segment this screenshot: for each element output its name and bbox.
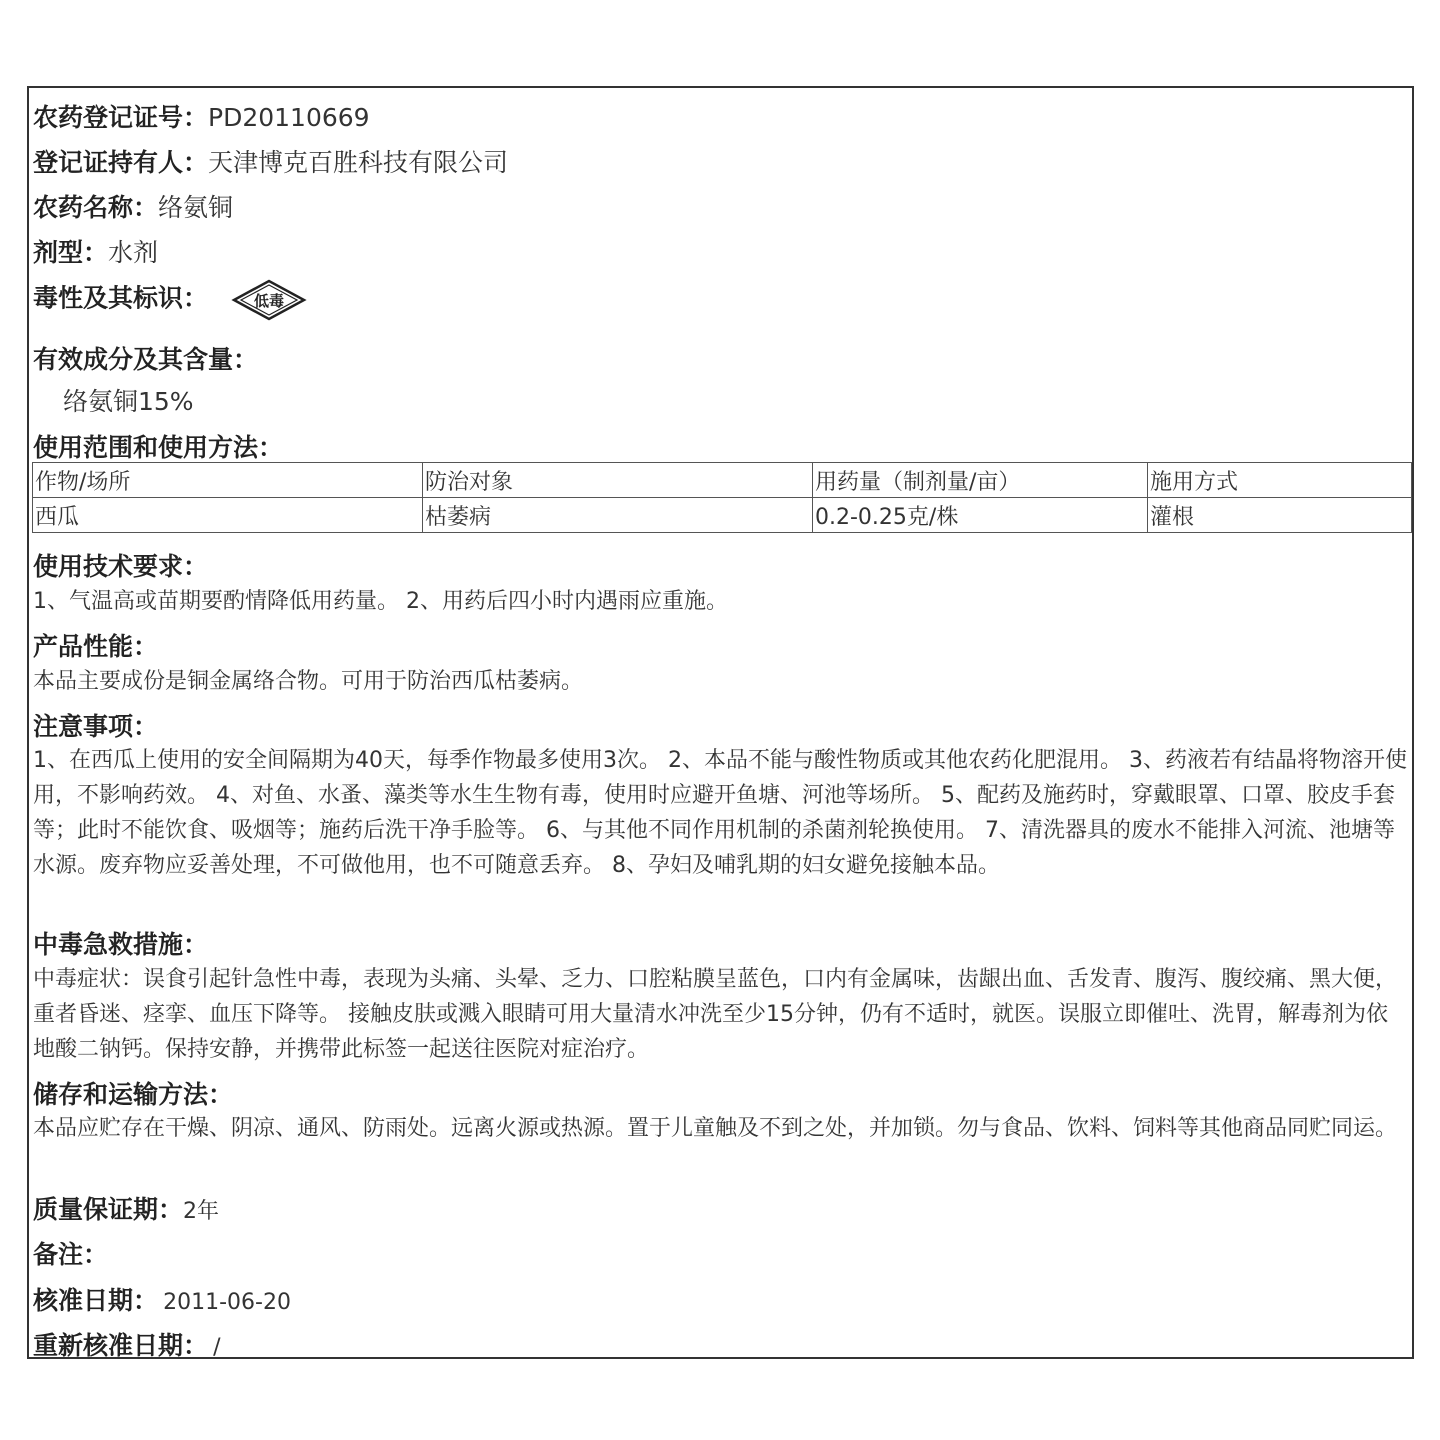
shelf-row: [33, 1190, 219, 1226]
tech-label: 使用技术要求：: [33, 552, 209, 581]
firstaid-text: 中毒症状：误食引起针急性中毒，表现为头痛、头晕、乏力、口腔粘膜呈蓝色，口内有金属味，齿龈出血、舌发青、腹泻、腹绞痛、黑大便，重者昏迷、痉挛、血压下降等。 接触皮肤或溅入眼睛可用大量清水冲洗至少15分钟，仍有不适时，就医。误服立即催吐、洗胃，解毒剂为依地酸二钠钙。保持安静，并携带此标签一起送往医院对症治疗。: [33, 967, 1398, 1062]
performance-text: 本品主要成份是铜金属络合物。可用于防治西瓜枯萎病。: [33, 669, 584, 694]
approval-label: 核准日期：: [33, 1286, 159, 1315]
storage-text: 本品应贮存在干燥、阴凉、通风、防雨处。远离火源或热源。置于儿童触及不到之处，并加锁。勿与食品、饮料、饲料等其他商品同贮同运。: [33, 1116, 1398, 1141]
remark-row: [33, 1235, 108, 1271]
table-row: [33, 498, 1412, 533]
holder-label: 登记证持有人：: [33, 148, 209, 177]
remark-label: 备注：: [33, 1240, 109, 1269]
reapproval-row: [33, 1326, 221, 1362]
caution-label-row: [33, 707, 158, 743]
tech-text: 1、气温高或苗期要酌情降低用药量。 2、用药后四小时内遇雨应重施。: [33, 589, 728, 614]
ingredient-value-row: [63, 382, 194, 418]
low-toxicity-diamond-icon: [231, 278, 307, 326]
firstaid-label: 中毒急救措施：: [33, 930, 209, 959]
reapproval-value: /: [213, 1335, 221, 1360]
usage-header-cell: 用药量（制剂量/亩）: [813, 463, 1148, 498]
usage-label-row: [33, 428, 283, 464]
usage-cell: 灌根: [1148, 498, 1412, 533]
toxicity-badge-text: 低毒: [254, 292, 285, 310]
performance-label: 产品性能：: [33, 632, 159, 661]
ingredient-value: 络氨铜15%: [63, 387, 194, 416]
usage-cell: 枯萎病: [423, 498, 813, 533]
name-label: 农药名称：: [33, 193, 159, 222]
formulation-value: 水剂: [108, 238, 159, 267]
storage-label: 储存和运输方法：: [33, 1080, 234, 1109]
reapproval-label: 重新核准日期：: [33, 1331, 209, 1360]
usage-header-cell: 防治对象: [423, 463, 813, 498]
shelf-value: 2年: [183, 1199, 220, 1224]
caution-text: 1、在西瓜上使用的安全间隔期为40天，每季作物最多使用3次。 2、本品不能与酸性物质或其他农药化肥混用。 3、药液若有结晶将物溶开使用，不影响药效。 4、对鱼、水蚤、藻类等水生生物有毒，使用时应避开鱼塘、河池等场所。 5、配药及施药时，穿戴眼罩、口罩、胶皮手套等；此时不能饮食、吸烟等；施药后洗干净手脸等。 6、与其他不同作用机制的杀菌剂轮换使用。 7、清洗器具的废水不能排入河流、池塘等水源。废弃物应妥善处理，不可做他用，也不可随意丢弃。 8、孕妇及哺乳期的妇女避免接触本品。: [33, 748, 1407, 878]
holder-value: 天津博克百胜科技有限公司: [208, 148, 509, 177]
formulation-label: 剂型：: [33, 238, 109, 267]
reg-no-label: 农药登记证号：: [33, 103, 209, 132]
reg-no-row: [33, 98, 370, 134]
toxicity-row: [33, 278, 307, 326]
ingredient-row: [33, 340, 258, 376]
approval-value: 2011-06-20: [163, 1290, 291, 1315]
usage-header-cell: 施用方式: [1148, 463, 1412, 498]
usage-header-cell: 作物/场所: [33, 463, 423, 498]
usage-cell: 西瓜: [33, 498, 423, 533]
approval-row: [33, 1281, 291, 1317]
firstaid-label-row: [33, 925, 208, 961]
usage-label: 使用范围和使用方法：: [33, 433, 284, 462]
toxicity-label: 毒性及其标识：: [33, 283, 209, 313]
tech-label-row: [33, 547, 208, 583]
label-document: [27, 86, 1414, 1359]
name-row: [33, 188, 233, 224]
holder-row: [33, 143, 508, 179]
formulation-row: [33, 233, 158, 269]
usage-header-row: [33, 463, 1412, 498]
reg-no-value: PD20110669: [208, 103, 370, 132]
performance-label-row: [33, 627, 158, 663]
storage-label-row: [33, 1075, 233, 1111]
name-value: 络氨铜: [158, 193, 234, 222]
caution-label: 注意事项：: [33, 712, 159, 741]
usage-cell: 0.2-0.25克/株: [813, 498, 1148, 533]
usage-table: [32, 462, 1412, 533]
ingredient-label: 有效成分及其含量：: [33, 345, 259, 374]
shelf-label: 质量保证期：: [33, 1195, 184, 1224]
